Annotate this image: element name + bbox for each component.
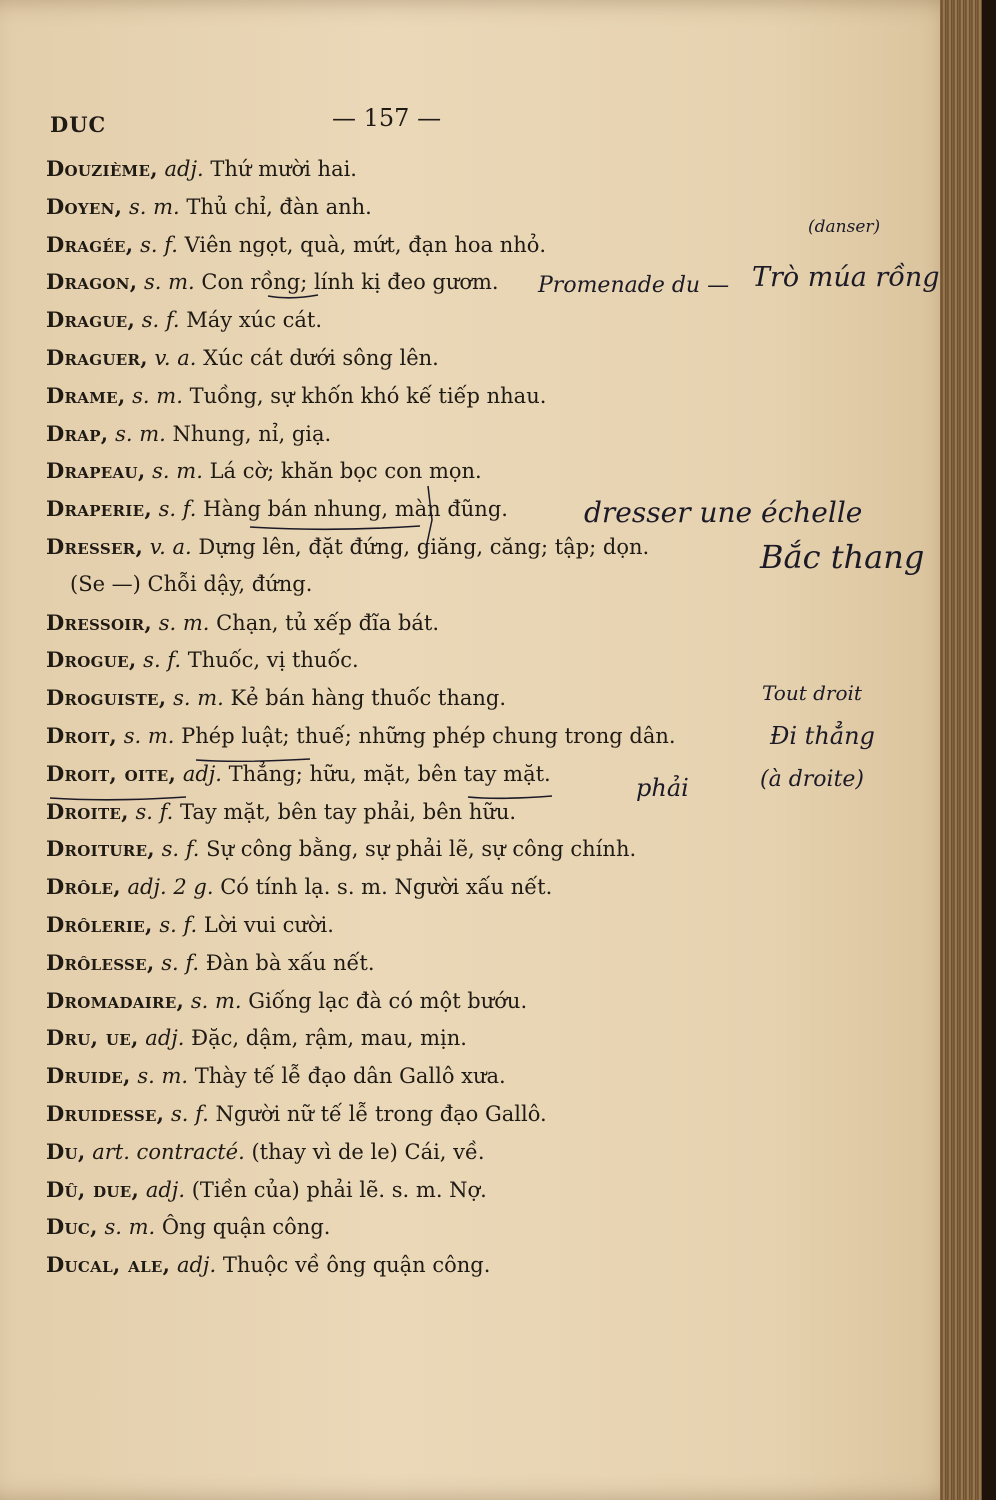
entry-definition: Đàn bà xấu nết.	[205, 950, 375, 975]
entry-headword: Ducal, ale,	[46, 1252, 171, 1278]
note-tro-mua-rong: Trò múa rồng	[752, 262, 940, 293]
dictionary-entry	[46, 641, 766, 679]
entry-grammar: adj.	[145, 1026, 185, 1051]
entry-definition: Ông quận công.	[161, 1215, 331, 1240]
note-bac-thang: Bắc thang	[760, 538, 925, 576]
entry-grammar: adj.	[176, 1253, 217, 1278]
entry-grammar: art. contracté.	[92, 1139, 245, 1164]
entry-grammar: v. a.	[154, 345, 197, 370]
entry-grammar: s. m.	[158, 610, 210, 635]
entry-definition: Thủ chỉ, đàn anh.	[186, 194, 372, 219]
dictionary-entry	[46, 1057, 766, 1095]
entry-headword: Druide,	[46, 1063, 131, 1089]
entry-headword: Dromadaire,	[46, 987, 185, 1013]
entry-grammar: adj.	[164, 157, 204, 181]
entry-headword: Duc,	[46, 1214, 98, 1240]
entry-headword: Dresser,	[46, 533, 144, 559]
note-a-droite: (à droite)	[760, 767, 865, 792]
entry-definition: (Se —) Chỗi dậy, đứng.	[70, 571, 313, 596]
entry-definition: (thay vì de le) Cái, về.	[251, 1139, 485, 1164]
note-tout-droit: Tout droit	[762, 681, 862, 705]
entry-headword: Drame,	[46, 382, 126, 408]
entry-definition: Tuồng, sự khốn khó kế tiếp nhau.	[189, 383, 547, 408]
entry-definition: Thày tế lễ đạo dân Gallô xưa.	[194, 1064, 506, 1089]
entry-grammar: s. f.	[141, 308, 180, 333]
entry-grammar: s. m.	[104, 1215, 156, 1240]
entry-headword: Druidesse,	[46, 1100, 165, 1126]
dictionary-entry	[46, 528, 766, 566]
entry-grammar: s. f.	[140, 232, 178, 257]
entry-grammar: v. a.	[149, 534, 192, 559]
entry-headword: Dru, ue,	[46, 1025, 139, 1051]
entry-definition: Đặc, dậm, rậm, mau, mịn.	[191, 1026, 467, 1051]
dictionary-entry	[46, 452, 766, 490]
entry-definition: Xúc cát dưới sông lên.	[203, 345, 439, 370]
entry-headword: Droite,	[46, 798, 129, 824]
entry-grammar: s. m.	[173, 686, 224, 711]
entry-grammar: adj.	[145, 1177, 185, 1202]
note-dresser-echelle: dresser une échelle	[584, 496, 863, 529]
dictionary-entry	[46, 1133, 766, 1171]
entry-headword: Dragée,	[46, 231, 134, 257]
dictionary-entry	[46, 755, 766, 793]
entry-grammar: s. f.	[143, 648, 181, 673]
entry-definition: Giống lạc đà có một bướu.	[248, 988, 528, 1013]
entry-headword: Drôle,	[46, 874, 121, 900]
dictionary-entry	[46, 830, 766, 868]
entry-definition: Nhung, nỉ, giạ.	[172, 421, 332, 446]
dictionary-entries	[46, 150, 766, 1284]
dictionary-entry	[46, 1208, 766, 1246]
dictionary-entry	[46, 868, 766, 906]
entry-grammar: s. f.	[161, 950, 200, 975]
dictionary-entry	[46, 1095, 766, 1133]
entry-definition: Thuốc, vị thuốc.	[187, 648, 359, 673]
dictionary-entry	[46, 1171, 766, 1209]
dictionary-entry	[46, 906, 766, 944]
note-danser: (danser)	[808, 217, 881, 237]
entry-grammar: s. m.	[152, 459, 203, 484]
entry-headword: Dressoir,	[46, 609, 153, 635]
entry-headword: Draperie,	[46, 496, 152, 522]
entry-definition: Người nữ tế lễ trong đạo Gallô.	[215, 1101, 547, 1126]
dictionary-entry	[46, 982, 766, 1020]
entry-definition: Viên ngọt, quà, mứt, đạn hoa nhỏ.	[184, 232, 547, 257]
entry-headword: Droit, oite,	[46, 760, 177, 786]
entry-definition: Hàng bán nhung, màn đũng.	[203, 497, 508, 522]
dictionary-entry	[46, 604, 766, 642]
entry-definition: Phép luật; thuế; những phép chung trong dân.	[181, 723, 676, 748]
entry-definition: Dựng lên, đặt đứng, giăng, căng; tập; dọn.	[198, 534, 650, 559]
entry-grammar: s. f.	[161, 837, 200, 862]
entry-headword: Drap,	[46, 420, 109, 446]
entry-headword: Droguiste,	[46, 685, 167, 711]
entry-definition: Lời vui cười.	[203, 912, 334, 937]
entry-definition: Thuộc về ông quận công.	[222, 1253, 491, 1278]
book-binding-shadow	[982, 0, 996, 1500]
entry-grammar: s. f.	[135, 799, 174, 824]
dictionary-entry	[46, 263, 766, 301]
entry-grammar: s. m.	[128, 194, 180, 219]
entry-headword: Drôlesse,	[46, 949, 155, 975]
dictionary-entry	[46, 1246, 766, 1284]
dictionary-entry	[46, 339, 766, 377]
entry-definition: Thứ mười hai.	[210, 157, 357, 181]
dictionary-entry	[46, 793, 766, 831]
dictionary-entry	[46, 490, 766, 528]
entry-grammar: s. f.	[170, 1101, 209, 1126]
entry-definition: Thẳng; hữu, mặt, bên tay mặt.	[228, 761, 551, 786]
note-promenade: Promenade du —	[538, 273, 730, 298]
entry-headword: Du,	[46, 1138, 86, 1164]
entry-headword: Dragon,	[46, 269, 138, 295]
entry-grammar: adj. 2 g.	[127, 875, 214, 900]
dictionary-entry	[46, 226, 766, 264]
dictionary-entry	[46, 944, 766, 982]
dictionary-entry	[46, 188, 766, 226]
entry-definition: Chạn, tủ xếp đĩa bát.	[216, 610, 440, 635]
entry-definition: Có tính lạ. s. m. Người xấu nết.	[220, 875, 553, 900]
entry-headword: Drague,	[46, 307, 136, 333]
dictionary-entry	[46, 301, 766, 339]
entry-grammar: s. f.	[159, 912, 198, 937]
entry-grammar: s. m.	[137, 1064, 189, 1089]
entry-definition: Lá cờ; khăn bọc con mọn.	[209, 459, 482, 484]
entry-definition: Kẻ bán hàng thuốc thang.	[230, 686, 507, 711]
note-phai: phải	[636, 774, 689, 802]
dictionary-entry	[46, 566, 766, 604]
entry-definition: (Tiền của) phải lẽ. s. m. Nợ.	[191, 1177, 487, 1202]
entry-headword: Droiture,	[46, 836, 155, 862]
entry-grammar: s. m.	[115, 421, 166, 446]
entry-definition: Tay mặt, bên tay phải, bên hữu.	[179, 799, 517, 824]
page-number: — 157 —	[332, 104, 442, 132]
entry-grammar: s. m.	[190, 988, 242, 1013]
entry-definition: Con rồng; lính kị đeo gươm.	[201, 270, 499, 295]
entry-definition: Máy xúc cát.	[186, 308, 323, 333]
dictionary-entry	[46, 717, 766, 755]
dictionary-entry	[46, 377, 766, 415]
dictionary-entry	[46, 1019, 766, 1057]
entry-headword: Doyen,	[46, 193, 123, 219]
entry-grammar: s. m.	[123, 723, 175, 748]
dictionary-entry	[46, 415, 766, 453]
entry-grammar: adj.	[182, 761, 222, 786]
entry-definition: Sự công bằng, sự phải lẽ, sự công chính.	[206, 837, 637, 862]
entry-headword: Draguer,	[46, 344, 148, 370]
entry-headword: Drôlerie,	[46, 911, 153, 937]
entry-headword: Droit,	[46, 722, 118, 748]
dictionary-entry	[46, 150, 766, 188]
entry-headword: Drapeau,	[46, 458, 146, 484]
note-di-thang: Đi thẳng	[770, 722, 875, 750]
entry-headword: Douzième,	[46, 156, 158, 181]
entry-grammar: s. f.	[158, 497, 197, 522]
entry-grammar: s. m.	[144, 270, 195, 295]
entry-headword: Drogue,	[46, 647, 137, 673]
entry-headword: Dû, due,	[46, 1176, 140, 1202]
guide-word: DUC	[50, 112, 107, 137]
entry-grammar: s. m.	[132, 383, 183, 408]
dictionary-entry	[46, 679, 766, 717]
